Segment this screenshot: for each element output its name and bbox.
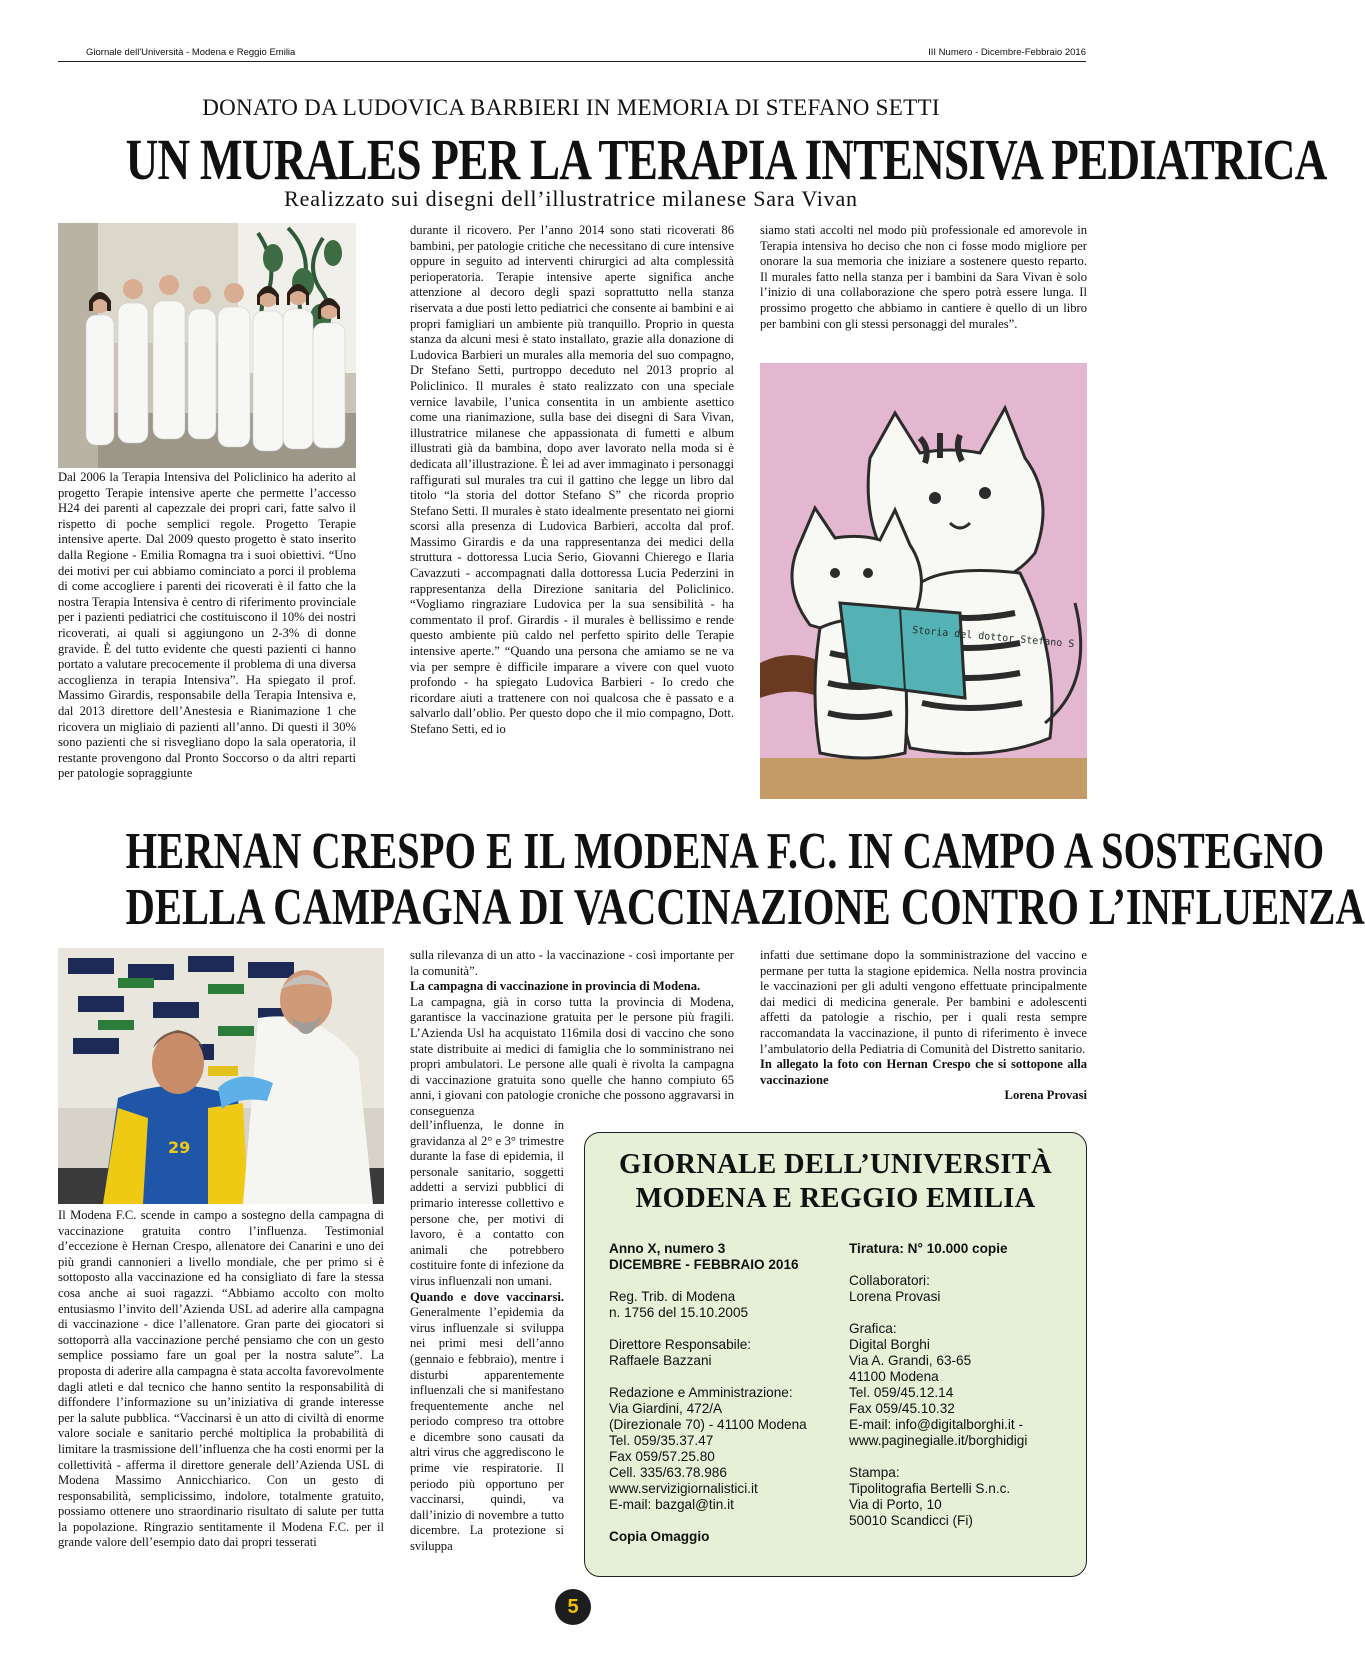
article1-text-1: Dal 2006 la Terapia Intensiva del Policlinico ha aderito al progetto Terapie intensive aperte che permette l’accesso H24 dei parenti al capezzale dei propri cari, fatte salvo il rispetto di poche semplici regole. Progetto Terapie intensive aperte. Dal 2009 questo progetto è stato inserito dalla Regione - Emilia Romagna tra i suoi obiettivi. “Uno dei motivi per cui abbiamo cominciato a porci il problema di come accogliere i parenti dei ricoverati è il fatto che la nostra Terapia Intensiva è centro di riferimento provinciale per i pazienti pediatrici che costituiscono il 10% dei nostri ricoverati, ai quali si aggiungono un 2-3% di donne gravide. È del tutto evidente che questi pazienti ci hanno portato a valutare precocemente il problema di una diversa accoglienza in terapia Intensiva”. Ha spiegato il prof. Massimo Girardis, responsabile della Terapia Intensiva e, dal 2013 direttore dell’Anestesia e Rianimazione 1 che ricovera un migliaio di pazienti all’anno. Di questi il 30% sono pazienti che si risvegliano dopo la sala operatoria, il restante provengono dal Pronto Soccorso o da altri reparti per patologie sopraggiunte — [58, 470, 356, 781]
masthead-box — [584, 1132, 1087, 1577]
masthead-editorial-fax: Fax 059/57.25.80 — [609, 1449, 715, 1464]
masthead-print-run: Tiratura: N° 10.000 copie — [849, 1241, 1008, 1256]
masthead-printer-city: 50010 Scandicci (Fi) — [849, 1513, 973, 1528]
masthead-issue: Anno X, numero 3 — [609, 1241, 726, 1256]
masthead-registration: Reg. Trib. di Modena — [609, 1289, 736, 1304]
masthead-registration-number: n. 1756 del 15.10.2005 — [609, 1305, 749, 1320]
masthead-editorial-address: Via Giardini, 472/A — [609, 1401, 723, 1416]
masthead-graphics-name: Digital Borghi — [849, 1337, 930, 1352]
masthead-graphics-fax: Fax 059/45.10.32 — [849, 1401, 955, 1416]
article1-text-2: durante il ricovero. Per l’anno 2014 sono stati ricoverati 86 bambini, per patologie critiche che necessitano di cure intensive oppure in seguito ad interventi chirurgici ad alta complessità perioperatoria. Terapie intensive aperte significa anche attenzione al decoro degli spazi soprattutto nella stanza riservata a due posti letto pediatrici che consente ai bambini e ai propri famigliari un ambiente più tranquillo. Proprio in questa stanza da alcuni mesi è stato installato, grazie alla donazione di Ludovica Barbieri un murales alla memoria del suo compagno, Dr Stefano Setti, purtroppo deceduto nel 2013 proprio al Policlinico. Il murales è stato realizzato con una speciale vernice lavabile, l’unica consentita in un ambiente asettico come una rianimazione, sulla base dei disegni di Sara Vivan, illustratrice milanese che appassionata di fumetti e album illustrati già da bambina, dopo aver lavorato nella moda si è dedicata all’illustrazione. È lei ad aver immaginato i personaggi raffigurati sul murales tra cui il gattino che legge un libro dal titolo “la storia del dottor Stefano S” che ricorda proprio Stefano Setti. Il murales è stato idealmente presentato nei giorni scorsi alla presenza di Ludovica Barbieri, accolta dal prof. Massimo Girardis e da una rappresentanza dei medici della struttura - dottoressa Lucia Serio, Giovanni Chierego e Ilaria Cavazzuti - accompagnati dalla dottoressa Lucia Pederzini in rappresentanza della Direzione sanitaria del Policlinico. “Vogliamo ringraziare Ludovica per la sua sensibilità - ha commentato il prof. Girardis - il murales è bellissimo e rende questo ambiente più caldo nel perfetto spirito delle Terapie intensive aperte.” “Quando una persona che amiamo se ne va via per sempre è difficile imparare a vivere con quel vuoto profondo - ha spiegato Ludovica Barbieri - Io credo che ricordare aiuti a trattenere con noi qualcosa che è passato e a salvarlo dall’oblio. Per questo dopo che il mio compagno, Dott. Stefano Setti, ed io — [410, 223, 734, 736]
masthead-graphics-email: E-mail: info@digitalborghi.it - — [849, 1417, 1023, 1432]
photo-caption: In allegato la foto con Hernan Crespo che si sottopone alla vaccinazione — [760, 1057, 1087, 1087]
article2-title-line-1: HERNAN CRESPO E IL MODENA F.C. IN CAMPO A SOSTEGNO — [125, 823, 1325, 880]
masthead-editorial-cell: Cell. 335/63.78.986 — [609, 1465, 727, 1480]
masthead-director-label: Direttore Responsabile: — [609, 1337, 752, 1352]
mural-photo — [760, 363, 1087, 799]
masthead-editorial-email: E-mail: bazgal@tin.it — [609, 1497, 734, 1512]
article1-kicker: DONATO DA LUDOVICA BARBIERI IN MEMORIA DI STEFANO SETTI — [202, 95, 940, 120]
article1-text-3: siamo stati accolti nel modo più professionale ed amorevole in Terapia intensiva ho deciso che non ci fosse modo migliore per onorare la sua memoria che iniziare a sostenere questo reparto. Il murales fatto nella stanza per i bambini da Sara Vivan è solo l’inizio di una collaborazione che spero potrà essere lunga. Il prossimo progetto che abbiamo in cantiere è quello di un libro per bambini con gli stessi personaggi del murales”. — [760, 223, 1087, 331]
article2-column-2-wide — [410, 948, 734, 1120]
article-author: Lorena Provasi — [1004, 1088, 1087, 1103]
masthead-left-column — [609, 1241, 839, 1545]
masthead-title-line-1: GIORNALE DELL’UNIVERSITÀ — [619, 1149, 1052, 1180]
masthead-printer-address: Via di Porto, 10 — [849, 1497, 942, 1512]
issue-info: III Numero - Dicembre-Febbraio 2016 — [928, 47, 1086, 58]
mural-book-title: Storia del dottor Stefano S — [911, 625, 1075, 651]
article2-subheading-when: Quando e dove vaccinarsi. — [410, 1289, 564, 1304]
masthead-graphics-city: 41100 Modena — [849, 1369, 939, 1384]
masthead-editorial-label: Redazione e Amministrazione: — [609, 1385, 793, 1400]
masthead-graphics-phone: Tel. 059/45.12.14 — [849, 1385, 954, 1400]
masthead-director-name: Raffaele Bazzani — [609, 1353, 712, 1368]
article2-text-2-intro: sulla rilevanza di un atto - la vaccinazione - così importante per la comunità”. — [410, 948, 734, 978]
masthead-editorial-address-2: (Direzionale 70) - 41100 Modena — [609, 1417, 807, 1432]
article2-text-3: infatti due settimane dopo la somministrazione del vaccino e permane per tutta la stagione epidemica. Nella nostra provincia le vaccinazioni per gli adulti vengono effettuate principalmente dai medici di medicina generale. Per bambini e adolescenti affetti da patologie a rischio, per i quali resta sempre raccomandata la vaccinazione, il punto di riferimento è invece l’ambulatorio della Pediatria di Comunità del Distretto sanitario. — [760, 948, 1087, 1056]
article1-column-1 — [58, 470, 356, 780]
masthead-contributors-name: Lorena Provasi — [849, 1289, 941, 1304]
article2-text-2-narrow-2: Generalmente l’epidemia da virus influenzale si sviluppa nei primi mesi dell’anno (gennaio e febbraio), mentre i disturbi apparentemente influenzali che si manifestano frequentemente anche nel periodo compreso tra ottobre e dicembre sono causati da altri virus che aggrediscono le prime vie respiratorie. Il periodo più opportuno per vaccinarsi, quindi, va dall’inizio di novembre a tutto dicembre. La protezione si sviluppa — [410, 1305, 564, 1554]
masthead-printer-label: Stampa: — [849, 1465, 900, 1480]
masthead-graphics-website: www.paginegialle.it/borghidigi — [849, 1433, 1028, 1448]
staff-group-photo — [58, 223, 356, 468]
masthead-graphics-address: Via A. Grandi, 63-65 — [849, 1353, 972, 1368]
masthead-editorial-phone: Tel. 059/35.37.47 — [609, 1433, 714, 1448]
article2-column-2-narrow — [410, 1118, 564, 1593]
article1-subtitle: Realizzato sui disegni dell’illustratrice milanese Sara Vivan — [284, 186, 858, 211]
masthead-graphics-label: Grafica: — [849, 1321, 897, 1336]
masthead-editorial-website: www.servizigiornalistici.it — [609, 1481, 758, 1496]
masthead-printer-name: Tipolitografia Bertelli S.n.c. — [849, 1481, 1011, 1496]
article1-column-2 — [410, 223, 734, 798]
crespo-vaccination-photo — [58, 948, 384, 1204]
article2-column-1 — [58, 1208, 384, 1593]
page-number: 5 — [555, 1589, 591, 1625]
article1-title: UN MURALES PER LA TERAPIA INTENSIVA PEDIATRICA — [125, 127, 1327, 192]
article2-text-2-body: La campagna, già in corso tutta la provincia di Modena, garantisce la vaccinazione gratuita per le persone più fragili. L’Azienda Usl ha acquistato 116mila dosi di vaccino che sono state distribuite ai medici di famiglia che lo somministrano nei propri ambulatori. Le persone alle quali è rivolta la campagna di vaccinazione gratuita sono quelle che hanno compiuto 65 anni, i giovani con patologie croniche che possono aggravarsi in conseguenza — [410, 994, 734, 1118]
masthead-title-line-2: MODENA E REGGIO EMILIA — [635, 1183, 1036, 1214]
publication-name: Giornale dell'Università - Modena e Reggio Emilia — [86, 47, 296, 58]
article2-title-line-2: DELLA CAMPAGNA DI VACCINAZIONE CONTRO L’INFLUENZA — [125, 879, 1365, 936]
masthead-contributors-label: Collaboratori: — [849, 1273, 930, 1288]
article1-column-3 — [760, 223, 1087, 358]
article2-text-1: Il Modena F.C. scende in campo a sostegno della campagna di vaccinazione gratuita contro l’influenza. Testimonial d’eccezione è Hernan Crespo, allenatore dei Canarini e uno dei più grandi cannonieri a livello mondiale, che per primo si è sottoposto alla vaccinazione ed ha consigliato di fare la stessa cosa anche ai suoi ragazzi. “Abbiamo accolto con molto entusiasmo l’invito dell’Azienda USL ad aderire alla campagna di vaccinazione - dice l’allenatore. Gran parte dei giocatori si sottoporrà alla vaccinazione perché pensiamo che con un gesto semplice possiamo fare un goal per la nostra salute”. La proposta di aderire alla campagna è stata accolta favorevolmente dagli atleti e dal tecnico che hanno sentito la responsabilità di diffondere l’informazione su un’iniziativa di grande interesse per la salute pubblica. “Vaccinarsi è un atto di civiltà di enorme valore sociale e sanitario perché moltiplica la probabilità di limitare la trasmissione dell’influenza che ha costi enormi per la collettività - afferma il direttore generale dell’Azienda USL di Modena Massimo Annicchiarico. Con un gesto di responsabilità, semplicissimo, indolore, totalmente gratuito, possiamo ottenere uno straordinario risultato di salute per tutta la popolazione. Ringrazio sentitamente il Modena F.C. per il grande valore dell’esempio dato dai propri tesserati — [58, 1208, 384, 1550]
masthead-right-column — [849, 1241, 1081, 1529]
masthead-period: DICEMBRE - FEBBRAIO 2016 — [609, 1257, 799, 1272]
article2-text-2-narrow-1: dell’influenza, le donne in gravidanza al 2° e 3° trimestre durante la fase di epidemia, il personale sanitario, soggetti addetti a servizi pubblici di primario interesse collettivo e persone che, per motivi di lavoro, è a contatto con animali che potrebbero costituire fonte di infezione da virus influenzali non umani. — [410, 1118, 564, 1288]
article2-column-3 — [760, 948, 1087, 1103]
masthead-free-copy: Copia Omaggio — [609, 1529, 710, 1544]
running-header — [58, 46, 1086, 62]
jersey-number: 29 — [168, 1138, 191, 1157]
article2-subheading-campaign: La campagna di vaccinazione in provincia di Modena. — [410, 979, 701, 994]
